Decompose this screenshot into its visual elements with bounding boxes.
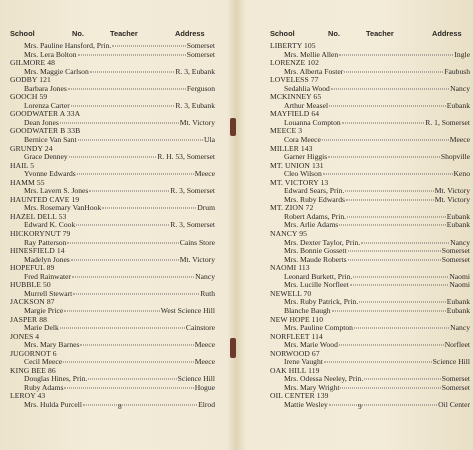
dot-leader [347,216,446,217]
teacher-name: Sedahlia Wood [284,84,330,93]
dot-leader [64,310,159,311]
dot-leader [364,379,441,380]
school-name: HUBBLE 50 [10,281,51,290]
teacher-row [10,324,215,333]
teacher-name: Mrs. Lucille Norfleet [284,281,349,290]
school-name: JONES 4 [10,332,40,341]
teacher-name: Mrs. Mary Wright [284,383,340,392]
teacher-address: Somerset [186,42,215,50]
school-name: HAZEL DELL 53 [10,212,67,221]
teacher-address: Eubank [446,221,470,230]
teacher-name: Cora Meece [284,136,321,145]
school-name: MILLER 143 [270,144,313,153]
teacher-name: Mrs. Maggie Carlson [24,67,89,76]
teacher-name: Mrs. Arlie Adams [284,221,339,230]
dot-leader [361,242,449,243]
dot-leader [350,285,449,286]
dot-leader [88,379,176,380]
teacher-row [270,341,470,350]
school-name: LORENZE 102 [270,59,319,68]
school-name: KING BEE 86 [10,366,56,375]
dot-leader [344,71,443,72]
teacher-row [10,256,215,265]
teacher-row [270,119,470,128]
school-name: NORWOOD 67 [270,349,320,358]
school-name: HOPEFUL 89 [10,264,55,273]
teacher-row [270,187,470,196]
dot-leader [359,302,446,303]
teacher-name: Fred Rainwater [24,272,72,281]
teacher-name: Edward K. Cook [24,221,76,230]
teacher-row [10,384,215,393]
teacher-name: Mrs. Rosemary VanHook [24,204,102,213]
teacher-row [10,85,215,94]
teacher-name: Mrs. Lera Bolton [24,50,77,59]
dot-leader [328,157,440,158]
school-name: GRUNDY 24 [10,144,53,153]
dot-leader [339,345,444,346]
teacher-name: Mrs. Mary Barnes [24,341,80,350]
dot-leader [83,404,197,405]
school-name: GODBY 121 [10,76,51,85]
teacher-address: R. 3, Somerset [170,221,215,230]
header-address: Address [432,29,462,38]
teacher-row [270,68,470,77]
teacher-name: Mrs. Maude Roberts [284,255,347,264]
school-name: NAOMI 113 [270,264,310,273]
header-school: School [10,29,35,38]
dot-leader [346,199,434,200]
school-name: JACKSON 87 [10,298,55,307]
left-page [10,30,215,410]
teacher-name: Bernice Van Sant [24,136,77,145]
teacher-name: Mrs. Marie Wood [284,341,338,350]
teacher-address: Somerset [186,50,215,59]
teacher-address: Science Hill [432,358,470,367]
header-no: No. [328,29,340,38]
teacher-name: Madelyn Jones [24,255,70,264]
teacher-address: Norfleet [444,341,470,350]
teacher-address: Nancy [195,272,215,281]
teacher-name: Garner Higgis [284,153,328,162]
teacher-name: Mrs. Lavern S. Jones [24,187,89,196]
dot-leader [339,54,453,55]
teacher-address: Elrod [198,400,215,409]
teacher-row [10,187,215,196]
teacher-address: Meece [194,358,215,367]
teacher-address: Ruth [200,289,215,298]
teacher-row [270,85,470,94]
teacher-row [10,401,215,410]
teacher-row [270,375,470,384]
school-name: JASPER 88 [10,315,47,324]
teacher-row [10,273,215,282]
school-name: MEECE 3 [270,127,303,136]
teacher-name: Dean Jones [24,118,59,127]
dot-leader [339,225,446,226]
header-school: School [270,29,295,38]
teacher-address: Hogue [194,383,215,392]
school-name: OAK HILL 119 [270,366,320,375]
teacher-name: Mrs. Dexter Taylor, Prin. [284,238,361,247]
teacher-row [270,384,470,393]
teacher-address: Eubank [446,212,470,221]
school-name: MT. UNION 131 [270,161,324,170]
teacher-address: Nancy [450,324,470,333]
dot-leader [90,71,175,72]
dot-leader [89,191,169,192]
dot-leader [73,293,199,294]
teacher-name: Cecil Meece [24,358,63,367]
teacher-address: Mt. Victory [179,118,215,127]
school-name: OIL CENTER 139 [270,392,329,401]
dot-leader [340,387,440,388]
dot-leader [102,208,196,209]
dot-leader [71,259,179,260]
teacher-address: Naomi [449,272,470,281]
dot-leader [323,174,453,175]
school-list [10,42,215,410]
school-name: NEW HOPE 110 [270,315,324,324]
teacher-row [10,290,215,299]
column-header [10,30,215,41]
school-name: NEWELL 70 [270,289,312,298]
school-name: HAMM 55 [10,178,45,187]
dot-leader [354,328,449,329]
teacher-name: Mrs. Ruby Patrick, Prin. [284,298,359,307]
dot-leader [112,46,185,47]
teacher-row [270,401,470,410]
school-name: GILMORE 48 [10,59,56,68]
dot-leader [78,54,186,55]
teacher-address: Meece [449,136,470,145]
school-name: GOODWATER B 33B [10,127,81,136]
teacher-name: Leonard Burkett, Prin. [284,272,353,281]
teacher-row [270,324,470,333]
column-header [270,30,470,41]
dot-leader [64,387,193,388]
teacher-row [10,51,215,60]
teacher-address: Ingle [454,50,470,59]
school-name: GOOCH 59 [10,93,48,102]
teacher-row [270,136,470,145]
school-name: LEROY 43 [10,392,46,401]
teacher-address: Nancy [450,84,470,93]
school-name: GOODWATER A 33A [10,110,81,119]
teacher-row [270,247,470,256]
teacher-row [10,42,215,51]
teacher-name: Mrs. Pauline Compton [284,324,353,333]
teacher-address: Eubank [446,101,470,110]
teacher-name: Mattie Wesley [284,400,328,409]
teacher-row [10,170,215,179]
teacher-row [10,136,215,145]
teacher-row [270,358,470,367]
dot-leader [72,276,194,277]
teacher-address: Ula [204,136,215,145]
page-number-right: 9 [358,402,362,411]
teacher-row [10,119,215,128]
teacher-address: Oil Center [438,400,470,409]
teacher-name: Mrs. Alberta Foster [284,67,344,76]
teacher-address: West Science Hill [160,306,215,315]
school-name: HINESFIELD 14 [10,247,65,256]
teacher-name: Mrs. Ruby Edwards [284,195,345,204]
teacher-address: Science Hill [177,375,215,384]
dot-leader [69,157,157,158]
teacher-row [10,221,215,230]
teacher-row [270,196,470,205]
teacher-address: Mt. Victory [434,195,470,204]
teacher-name: Barbara Jones [24,84,67,93]
teacher-row [270,51,470,60]
teacher-address: Meece [194,341,215,350]
teacher-row [270,213,470,222]
school-name: LOVELESS 77 [270,76,319,85]
dot-leader [77,174,194,175]
teacher-name: Mrs. Hulda Purcell [24,400,82,409]
teacher-address: Faubush [444,67,470,76]
dot-leader [342,122,425,123]
teacher-row [10,375,215,384]
dot-leader [329,404,437,405]
dot-leader [80,345,193,346]
teacher-address: Ferguson [186,84,215,93]
school-name: HAIL 5 [10,161,35,170]
school-name: MT. VICTORY 13 [270,178,329,187]
teacher-name: Mrs. Mellie Allen [284,50,339,59]
teacher-address: Mt. Victory [179,255,215,264]
teacher-row [10,102,215,111]
school-name: HAUNTED CAVE 19 [10,195,80,204]
teacher-row [10,204,215,213]
teacher-name: Edward Sears, Prin. [284,187,345,196]
teacher-name: Yvonne Edwards [24,170,76,179]
teacher-row [270,102,470,111]
teacher-address: R. 1, Somerset [425,118,470,127]
school-name: NORFLEET 114 [270,332,323,341]
dot-leader [60,122,179,123]
page-number-left: 8 [118,402,122,411]
school-name: HICKORYNUT 79 [10,230,71,239]
teacher-name: Ray Patterson [24,238,67,247]
teacher-row [270,273,470,282]
dot-leader [78,140,203,141]
teacher-address: R. 3, Eubank [175,67,215,76]
dot-leader [331,88,449,89]
teacher-row [270,170,470,179]
teacher-row [10,153,215,162]
dot-leader [329,105,446,106]
dot-leader [322,140,449,141]
dot-leader [345,191,433,192]
teacher-name: Robert Adams, Prin. [284,212,347,221]
dot-leader [332,310,446,311]
teacher-row [270,221,470,230]
school-name: NANCY 95 [270,230,308,239]
teacher-name: Douglas Hines, Prin. [24,375,88,384]
teacher-address: Eubank [446,306,470,315]
school-name: MT. ZION 72 [270,204,314,213]
teacher-address: Cainstore [185,324,215,333]
teacher-address: Drum [197,204,215,213]
dot-leader [63,362,194,363]
header-no: No. [72,29,84,38]
teacher-row [10,239,215,248]
teacher-name: Blanche Baugh [284,306,331,315]
teacher-name: Ruby Adams [24,383,64,392]
teacher-row [10,68,215,77]
teacher-name: Mrs. Odessa Neeley, Prin. [284,375,364,384]
teacher-row [270,298,470,307]
teacher-row [10,341,215,350]
teacher-address: Somerset [441,375,470,384]
teacher-row [270,281,470,290]
teacher-address: Meece [194,170,215,179]
dot-leader [324,362,432,363]
dot-leader [71,105,175,106]
dot-leader [67,242,178,243]
school-name: MCKINNEY 65 [270,93,322,102]
binding-staple-bottom [230,338,236,358]
teacher-address: Nancy [450,238,470,247]
teacher-address: Shopville [440,153,470,162]
school-list [270,42,470,410]
teacher-name: Irene Vaught [284,358,323,367]
teacher-name: Murrell Stewart [24,289,73,298]
teacher-name: Marie Delk [24,324,59,333]
teacher-row [270,307,470,316]
right-page [270,30,470,410]
teacher-address: R. 3, Eubank [175,101,215,110]
teacher-row [270,256,470,265]
teacher-address: Somerset [441,255,470,264]
teacher-row [10,307,215,316]
teacher-address: Eubank [446,298,470,307]
teacher-name: Cleo Wilson [284,170,322,179]
dot-leader [348,259,441,260]
teacher-row [270,153,470,162]
teacher-name: Margie Price [24,306,64,315]
teacher-address: Mt. Victory [434,187,470,196]
teacher-address: Cains Store [179,238,215,247]
teacher-row [270,239,470,248]
teacher-name: Grace Denney [24,153,68,162]
header-address: Address [175,29,205,38]
teacher-address: Somerset [441,383,470,392]
school-name: JUGORNOT 6 [10,349,57,358]
header-teacher: Teacher [366,29,394,38]
dot-leader [353,276,448,277]
teacher-name: Lorenza Carter [24,101,70,110]
dot-leader [68,88,186,89]
teacher-name: Arthur Measel [284,101,329,110]
dot-leader [60,328,185,329]
binding-staple-top [230,118,236,136]
teacher-address: Somerset [441,247,470,256]
teacher-name: Louanna Compton [284,118,341,127]
dot-leader [348,251,441,252]
teacher-address: R. 3, Somerset [170,187,215,196]
teacher-row [10,358,215,367]
school-name: MAYFIELD 64 [270,110,320,119]
teacher-name: Mrs. Bonnie Gossett [284,247,347,256]
header-teacher: Teacher [110,29,138,38]
dot-leader [76,225,169,226]
teacher-address: Naomi [449,281,470,290]
teacher-name: Mrs. Pauline Hansford, Prin. [24,42,112,50]
teacher-address: R. H. 53, Somerset [157,153,215,162]
school-name: LIBERTY 105 [270,42,316,50]
teacher-address: Keno [453,170,470,179]
